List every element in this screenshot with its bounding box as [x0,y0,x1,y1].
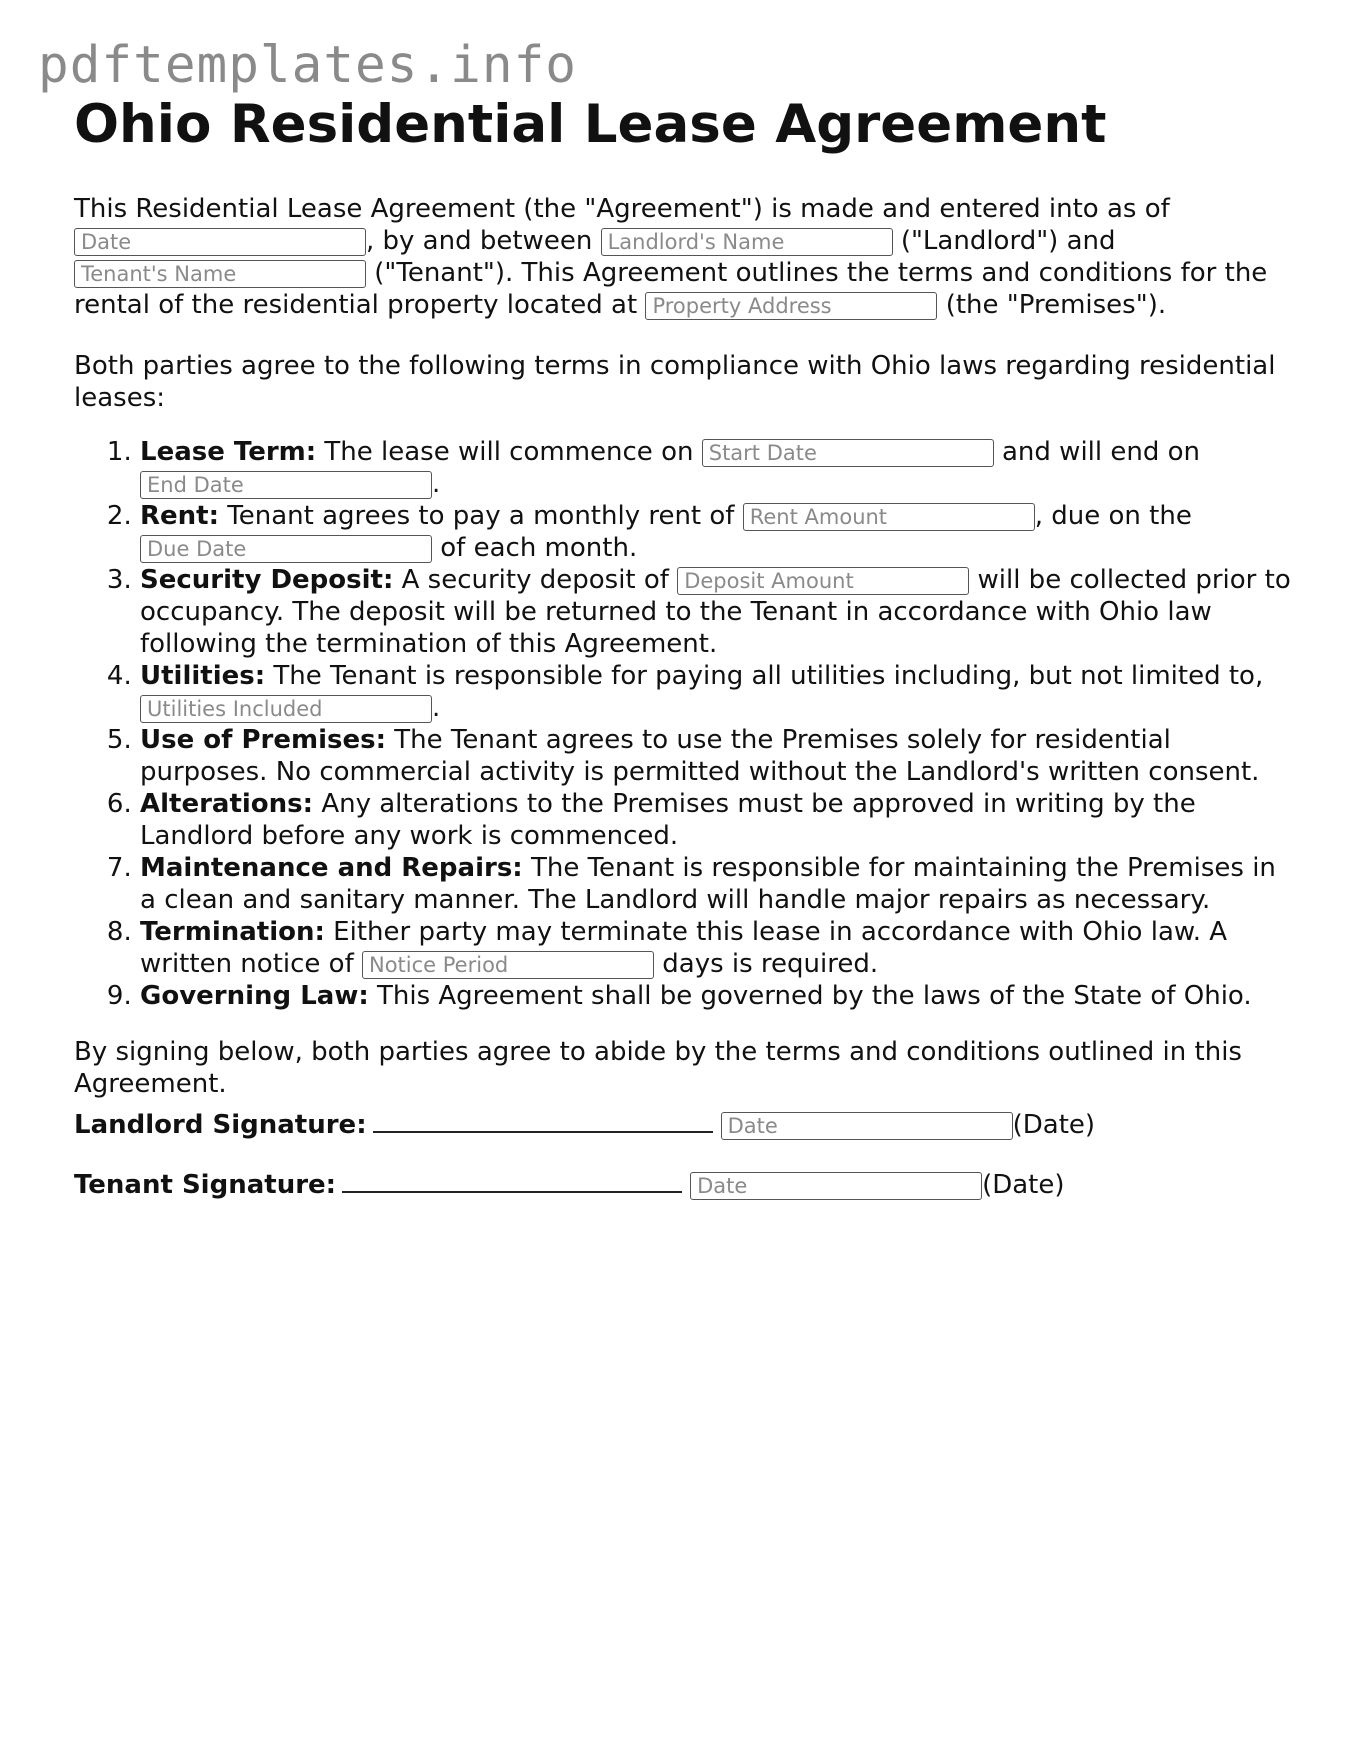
landlord-name-field[interactable] [601,228,893,256]
tenant-date-field[interactable] [690,1172,982,1200]
terms-list [74,436,1294,1012]
landlord-signature-row: Landlord Signature:Date (Date) [74,1108,1294,1142]
rent-amount-field[interactable] [743,503,1035,531]
term-security-deposit: 3. Security Deposit: A security deposit of Deposit Amount will be collected prior to occupancy. The deposit will be returned to the Tenant in accordance with Ohio law following the termination of this Agreement. [140,564,1294,660]
term-utilities: 4. Utilities: The Tenant is responsible for paying all utilities including, but not limited to, Utilities Included. [140,660,1294,724]
agreement-body [74,193,1294,1202]
tenant-name-field[interactable] [74,260,366,288]
term-lease: 1. Lease Term: The lease will commence on Start Date and will end on End Date. [140,436,1294,500]
closing-statement: By signing below, both parties agree to abide by the terms and conditions outlined in this Agreement. [74,1037,1242,1099]
term-alterations: 6. Alterations: Any alterations to the Premises must be approved in writing by the Landlord before any work is commenced. [140,788,1294,852]
tenant-signature-label: Tenant Signature: [74,1170,337,1200]
landlord-date-field[interactable] [721,1112,1013,1140]
term-governing-law: 9. Governing Law: This Agreement shall be governed by the laws of the State of Ohio. [140,980,1294,1012]
watermark: pdftemplates.info [38,36,577,95]
agreement-date-field[interactable] [74,228,366,256]
page-title: Ohio Residential Lease Agreement [74,94,1107,155]
term-termination: 8. Termination: Either party may terminate this lease in accordance with Ohio law. A written notice of Notice Period days is required. [140,916,1294,980]
term-rent: 2. Rent: Tenant agrees to pay a monthly rent of Rent Amount , due on the Due Date of each month. [140,500,1294,564]
landlord-signature-line[interactable] [373,1109,713,1133]
intro-paragraph: This Residential Lease Agreement (the "Agreement") is made and entered into as of Date, by and between Landlord's Name ("Landlord") and Tenant's Name ("Tenant"). This Agreement outlines the terms and conditions for the rental of the residential property located at Property Address (the "Premises"). [74,193,1294,321]
notice-period-field[interactable] [362,951,654,979]
tenant-signature-line[interactable] [342,1169,682,1193]
term-use-of-premises: 5. Use of Premises: The Tenant agrees to use the Premises solely for residential purposes. No commercial activity is permitted without the Landlord's written consent. [140,724,1294,788]
landlord-signature-label: Landlord Signature: [74,1110,367,1140]
utilities-included-field[interactable] [140,695,432,723]
end-date-field[interactable] [140,471,432,499]
agreement-statement: Both parties agree to the following terms in compliance with Ohio laws regarding residential leases: [74,351,1276,413]
start-date-field[interactable] [702,439,994,467]
due-date-field[interactable] [140,535,432,563]
tenant-signature-row: Tenant Signature:Date (Date) [74,1168,1294,1202]
term-maintenance: 7. Maintenance and Repairs: The Tenant is responsible for maintaining the Premises in a clean and sanitary manner. The Landlord will handle major repairs as necessary. [140,852,1294,916]
property-address-field[interactable] [645,292,937,320]
deposit-amount-field[interactable] [677,567,969,595]
